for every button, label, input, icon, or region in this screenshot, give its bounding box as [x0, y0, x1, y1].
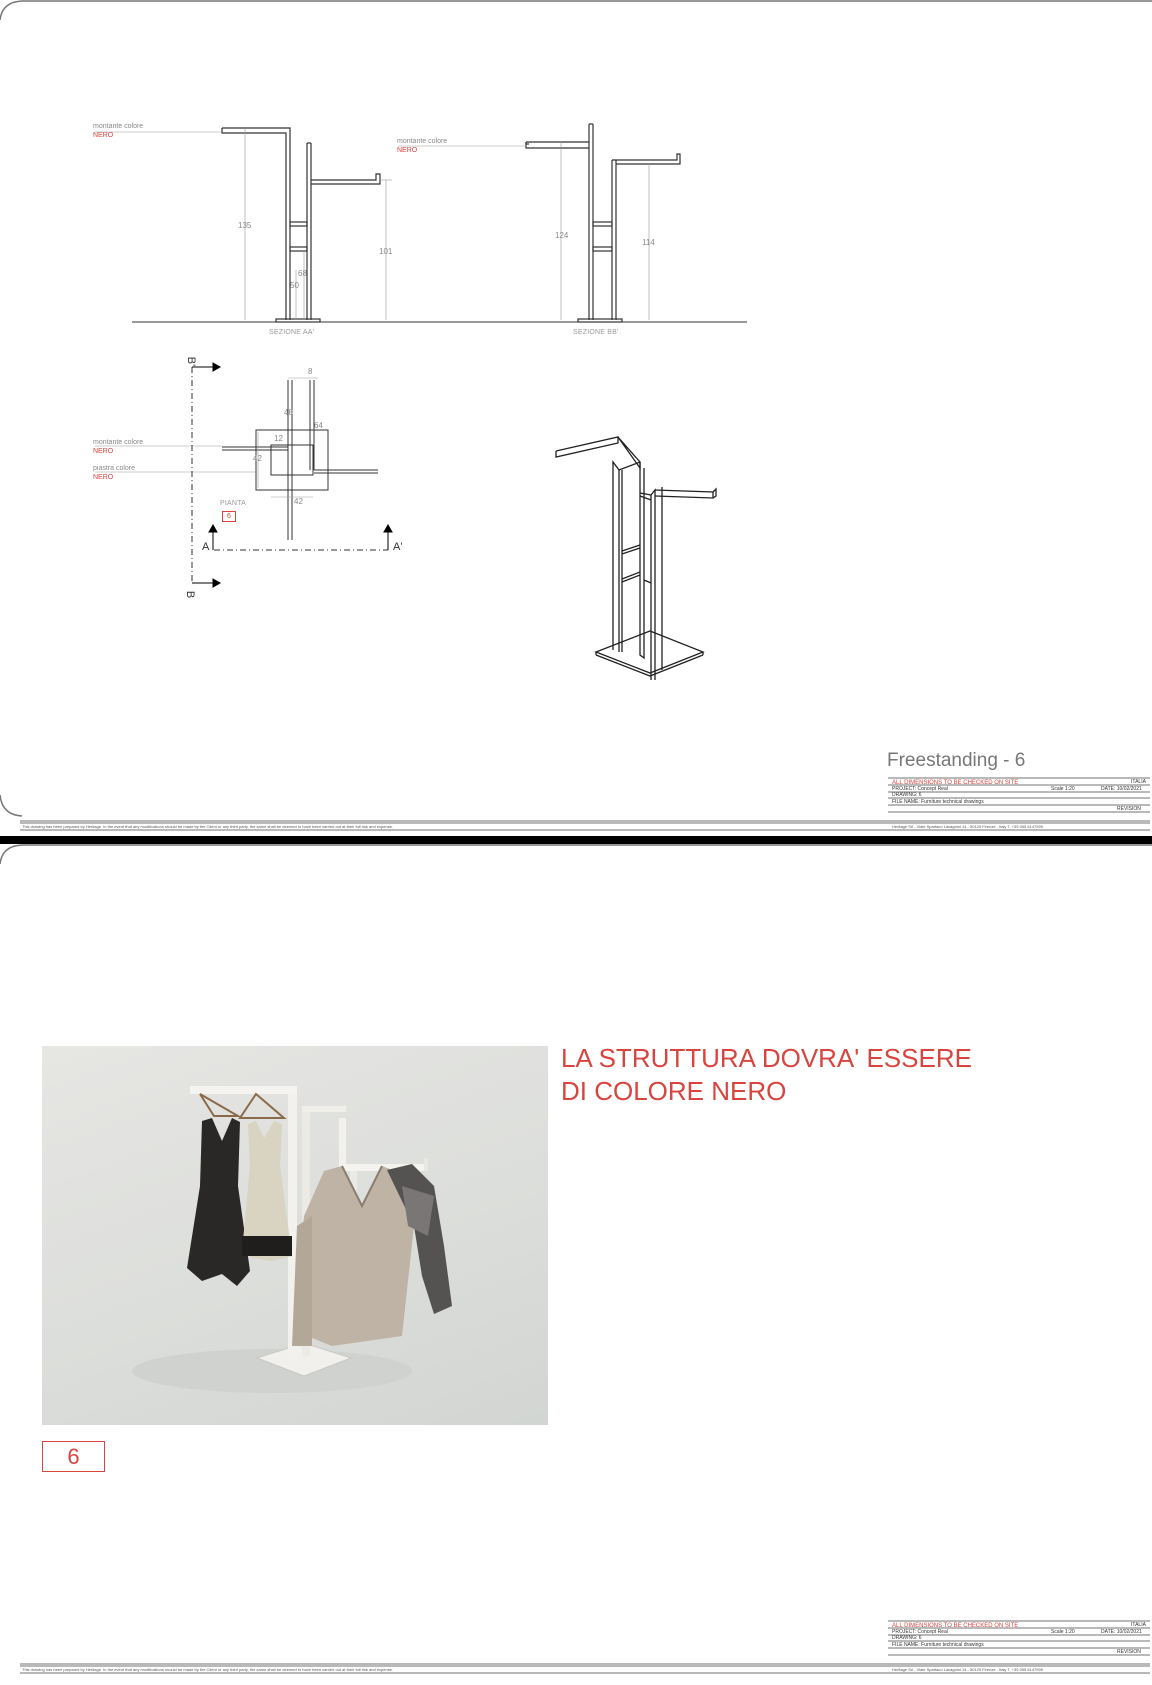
dim-aa-68: 68 — [298, 269, 307, 278]
plan-upright-callout-label: montante colore — [93, 439, 144, 446]
dim-aa-50: 50 — [290, 281, 299, 290]
tb-file-name: FILE NAME: Furniture technical drawings — [892, 799, 984, 805]
dim-aa-arm-height: 101 — [379, 247, 393, 256]
section-bb-label: SEZIONE BB' — [573, 329, 619, 336]
marker-b-bottom: B — [184, 590, 197, 599]
drawing-sheet-page-1 — [0, 0, 1152, 836]
dim-plan-48: 48 — [284, 408, 293, 417]
plan-label: PIANTA — [220, 500, 246, 507]
plan-plate-callout-label: piastra colore — [93, 465, 136, 472]
tb-country: ITALIA — [1131, 779, 1146, 785]
note-line-1: LA STRUTTURA DOVRA' ESSERE — [561, 1043, 972, 1073]
dim-bb-arm-height: 114 — [642, 238, 655, 247]
footer2-address: Heritage Srl - Viale Spartaco Lavagnini 14 - 50129 Firenze - Italy T. +39 055 6147999 — [892, 1667, 1043, 1672]
section-bb-dimensions — [398, 142, 649, 320]
section-bb-drawing — [526, 124, 680, 322]
plan-dimensions — [95, 378, 318, 497]
dim-plan-8: 8 — [308, 367, 313, 376]
marker-b-top: B' — [185, 356, 198, 367]
bb-callout-label: montante colore — [397, 138, 448, 145]
tb2-revision: REVISION — [1117, 1649, 1141, 1655]
dim-plan-42-horizontal: 42 — [294, 497, 303, 506]
tb2-date: DATE: 10/02/2021 — [1101, 1629, 1142, 1635]
plan-drawing — [222, 380, 378, 540]
marker-a-left: A — [202, 541, 210, 553]
tb-date: DATE: 10/02/2021 — [1101, 786, 1142, 792]
sheet-title: Freestanding - 6 — [887, 750, 1026, 771]
dim-plan-64: 64 — [314, 421, 323, 430]
tb2-drawing: DRAWING: 6 — [892, 1635, 922, 1641]
marker-a-right: A' — [393, 541, 403, 553]
technical-drawing — [0, 0, 1152, 836]
bb-callout-color: NERO — [397, 147, 418, 154]
footer-address: Heritage Srl - Viale Spartaco Lavagnini 14 - 50129 Firenze - Italy T. +39 055 6147999 — [892, 824, 1043, 829]
item-number-box: 6 — [42, 1441, 105, 1472]
aa-callout-label: montante colore — [93, 123, 144, 130]
dim-plan-42-vertical: 42 — [253, 454, 262, 463]
plan-number-box: 6 — [222, 511, 236, 522]
note-line-2: DI COLORE NERO — [561, 1076, 787, 1106]
footer2-disclaimer: This drawing has been prepared by Heritage. In the event that any modifications should be made by the Client or any third party, the same shall be deemed to have been carried out at their full risk and expense. — [22, 1667, 394, 1672]
plan-upright-callout-color: NERO — [93, 448, 114, 455]
title-block-lines — [0, 844, 1152, 1685]
tb2-country: ITALIA — [1131, 1622, 1146, 1628]
dim-aa-height: 135 — [238, 221, 252, 230]
aa-callout-color: NERO — [93, 132, 114, 139]
dim-bb-height: 124 — [555, 231, 569, 240]
tb2-file-name: FILE NAME: Furniture technical drawings — [892, 1642, 984, 1648]
tb-drawing: DRAWING: 6 — [892, 792, 922, 798]
section-aa-label: SEZIONE AA' — [269, 329, 315, 336]
tb2-project: PROJECT: Concept Real — [892, 1629, 948, 1635]
dim-plan-12: 12 — [274, 434, 283, 443]
rack-3d-view — [556, 437, 716, 680]
tb2-scale: Scale 1:20 — [1051, 1629, 1075, 1635]
footer-disclaimer: This drawing has been prepared by Heritage. In the event that any modifications should be made by the Client or any third party, the same shall be deemed to have been carried out at their full risk and expense. — [22, 824, 394, 829]
tb2-warning: ALL DIMENSIONS TO BE CHECKED ON SITE — [892, 1623, 1019, 1629]
plan-plate-callout-color: NERO — [93, 474, 114, 481]
tb-revision: REVISION — [1117, 806, 1141, 812]
tb-scale: Scale 1:20 — [1051, 786, 1075, 792]
reference-sheet-page-2 — [0, 844, 1152, 1685]
tb-warning: ALL DIMENSIONS TO BE CHECKED ON SITE — [892, 780, 1019, 786]
tb-project: PROJECT: Concept Real — [892, 786, 948, 792]
